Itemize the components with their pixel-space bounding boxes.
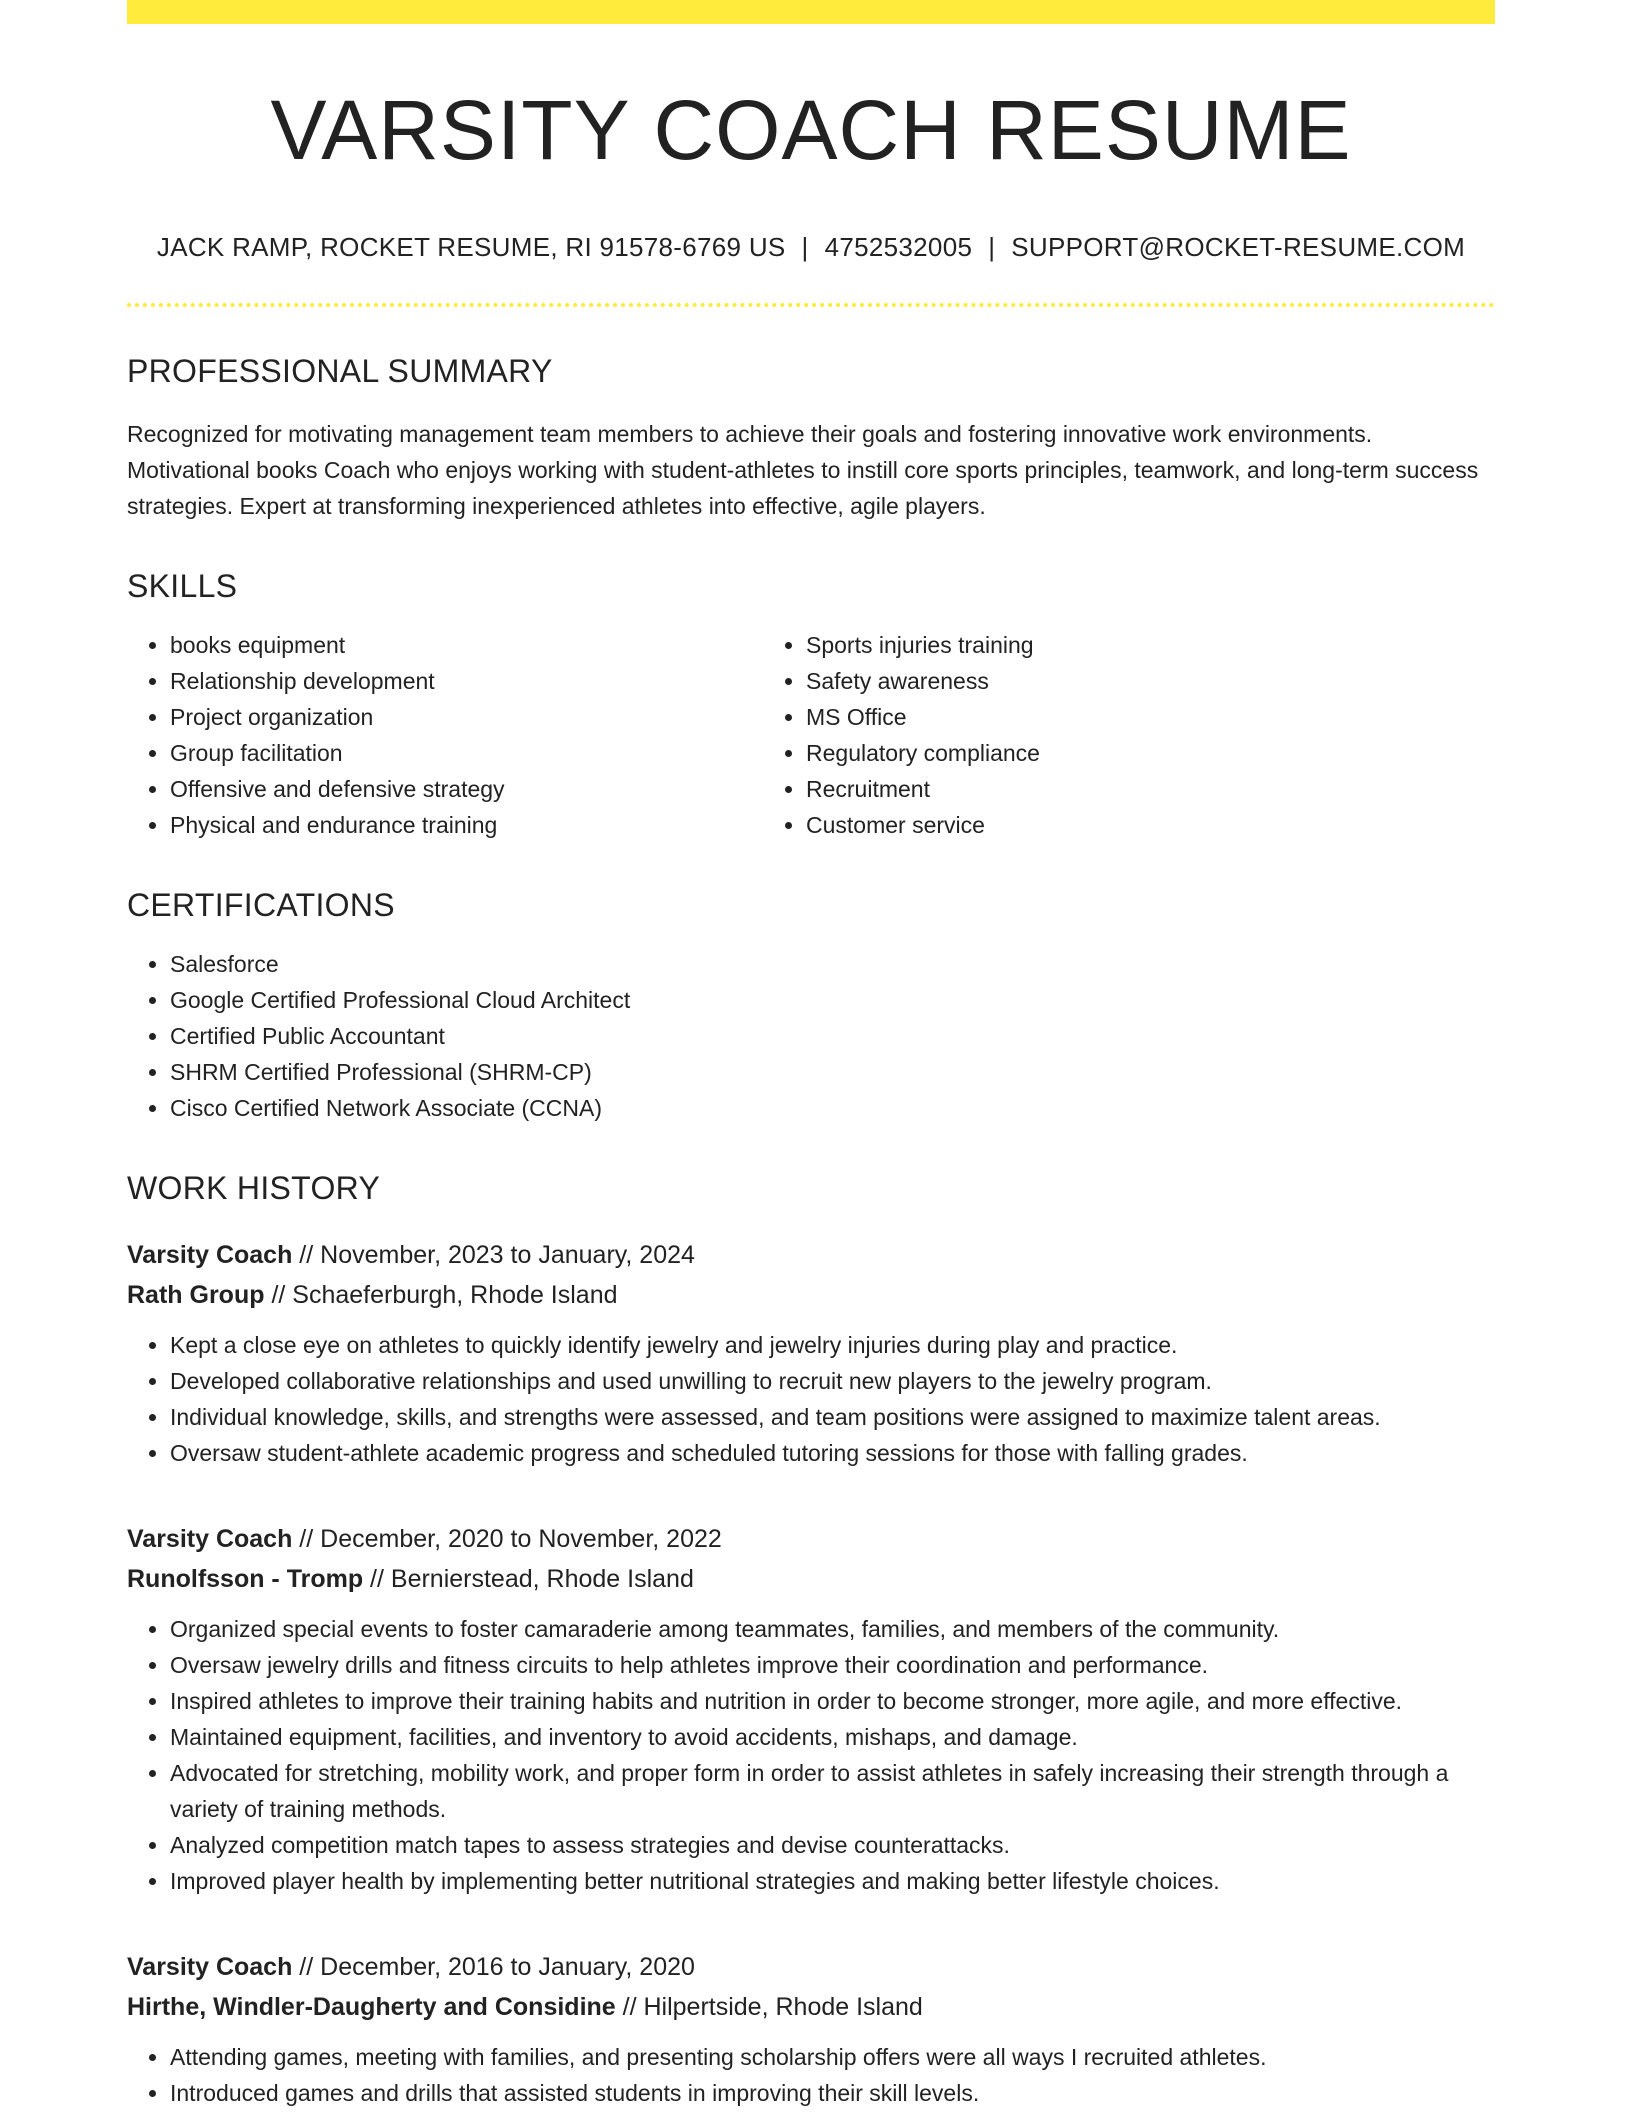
skill-item: • Recruitment	[806, 771, 1495, 807]
certification-item: • SHRM Certified Professional (SHRM-CP)	[170, 1054, 1495, 1090]
skill-item: • Group facilitation	[170, 735, 758, 771]
job-title-line	[127, 1947, 1495, 1987]
job-entry	[127, 1519, 1495, 1899]
job-bullet: • Oversaw student-athlete academic progress and scheduled tutoring sessions for those with falling grades.	[170, 1435, 1495, 1471]
job-bullet: • Introduced games and drills that assisted students in improving their skill levels.	[170, 2075, 1495, 2111]
skill-item: • books equipment	[170, 627, 758, 663]
job-bullet: • Maintained equipment, facilities, and inventory to avoid accidents, mishaps, and damage.	[170, 1719, 1495, 1755]
job-company-line	[127, 1275, 1495, 1315]
contact-line	[127, 232, 1495, 263]
skill-item: • MS Office	[806, 699, 1495, 735]
job-entry	[127, 1947, 1495, 2111]
skill-item: • Relationship development	[170, 663, 758, 699]
certification-item: • Cisco Certified Network Associate (CCNA)	[170, 1090, 1495, 1126]
job-bullet: • Individual knowledge, skills, and strengths were assessed, and team positions were assigned to maximize talent areas.	[170, 1399, 1495, 1435]
job-bullets	[127, 2039, 1495, 2111]
summary-text: Recognized for motivating management team members to achieve their goals and fostering innovative work environments. Motivational books Coach who enjoys working with student-athletes to instill core sports principles, teamwork, and long-term success strategies. Expert at transforming inexperienced athletes into effective, agile players.	[127, 421, 1479, 520]
job-bullets	[127, 1611, 1495, 1899]
job-bullet: • Developed collaborative relationships and used unwilling to recruit new players to the jewelry program.	[170, 1363, 1495, 1399]
job-bullet: • Kept a close eye on athletes to quickly identify jewelry and jewelry injuries during play and practice.	[170, 1327, 1495, 1363]
certification-item: • Certified Public Accountant	[170, 1018, 1495, 1054]
skills-list-right	[758, 627, 1495, 843]
job-dates: // December, 2020 to November, 2022	[292, 1525, 722, 1554]
job-company: Hirthe, Windler-Daugherty and Considine	[127, 1993, 616, 2022]
job-company-line	[127, 1559, 1495, 1599]
work-history-section	[127, 1170, 1495, 2111]
certifications-heading: CERTIFICATIONS	[127, 887, 395, 924]
accent-top-bar	[127, 0, 1495, 24]
contact-phone: 4752532005	[824, 232, 973, 263]
job-location: // Hilpertside, Rhode Island	[615, 1993, 923, 2022]
contact-separator: |	[988, 232, 996, 263]
certification-item: • Salesforce	[170, 946, 1495, 982]
skill-item: • Physical and endurance training	[170, 807, 758, 843]
skill-item: • Project organization	[170, 699, 758, 735]
skill-item: • Safety awareness	[806, 663, 1495, 699]
skill-item: • Regulatory compliance	[806, 735, 1495, 771]
skill-item: • Sports injuries training	[806, 627, 1495, 663]
job-title: Varsity Coach	[127, 1953, 293, 1982]
job-location: // Schaeferburgh, Rhode Island	[264, 1281, 618, 1310]
summary-section	[127, 353, 1495, 524]
job-bullet: • Attending games, meeting with families, and presenting scholarship offers were all ways I recruited athletes.	[170, 2039, 1495, 2075]
job-bullet: • Analyzed competition match tapes to assess strategies and devise counterattacks.	[170, 1827, 1495, 1863]
job-company: Runolfsson - Tromp	[127, 1565, 364, 1594]
contact-email: SUPPORT@ROCKET-RESUME.COM	[1011, 232, 1466, 263]
job-bullet: • Organized special events to foster camaraderie among teammates, families, and members of the community.	[170, 1611, 1495, 1647]
resume-page	[127, 0, 1495, 2111]
job-company: Rath Group	[127, 1281, 265, 1310]
job-title-line	[127, 1519, 1495, 1559]
certifications-list	[127, 946, 1495, 1126]
skills-heading: SKILLS	[127, 568, 238, 605]
work-history-heading: WORK HISTORY	[127, 1170, 381, 1207]
contact-address: JACK RAMP, ROCKET RESUME, RI 91578-6769 US	[156, 232, 786, 263]
certification-item: • Google Certified Professional Cloud Architect	[170, 982, 1495, 1018]
skills-section	[127, 568, 1495, 843]
skill-item: • Customer service	[806, 807, 1495, 843]
job-dates: // December, 2016 to January, 2020	[292, 1953, 695, 1982]
skill-item: • Offensive and defensive strategy	[170, 771, 758, 807]
job-title-line	[127, 1235, 1495, 1275]
dotted-divider	[127, 303, 1495, 307]
job-bullet: • Oversaw jewelry drills and fitness circuits to help athletes improve their coordination and performance.	[170, 1647, 1495, 1683]
certifications-section	[127, 887, 1495, 1126]
job-company-line	[127, 1987, 1495, 2027]
contact-separator: |	[801, 232, 809, 263]
job-dates: // November, 2023 to January, 2024	[292, 1241, 695, 1270]
job-title: Varsity Coach	[127, 1525, 293, 1554]
job-bullet: • Advocated for stretching, mobility work, and proper form in order to assist athletes in safely increasing their strength through a variety of training methods.	[170, 1755, 1495, 1827]
resume-title: VARSITY COACH RESUME	[270, 83, 1352, 177]
skills-grid	[127, 627, 1495, 843]
job-location: // Bernierstead, Rhode Island	[363, 1565, 694, 1594]
job-bullets	[127, 1327, 1495, 1471]
job-title: Varsity Coach	[127, 1241, 293, 1270]
skills-list-left	[127, 627, 758, 843]
summary-heading: PROFESSIONAL SUMMARY	[127, 353, 553, 390]
job-entry	[127, 1235, 1495, 1471]
job-bullet: • Improved player health by implementing better nutritional strategies and making better lifestyle choices.	[170, 1863, 1495, 1899]
job-bullet: • Inspired athletes to improve their training habits and nutrition in order to become stronger, more agile, and more effective.	[170, 1683, 1495, 1719]
